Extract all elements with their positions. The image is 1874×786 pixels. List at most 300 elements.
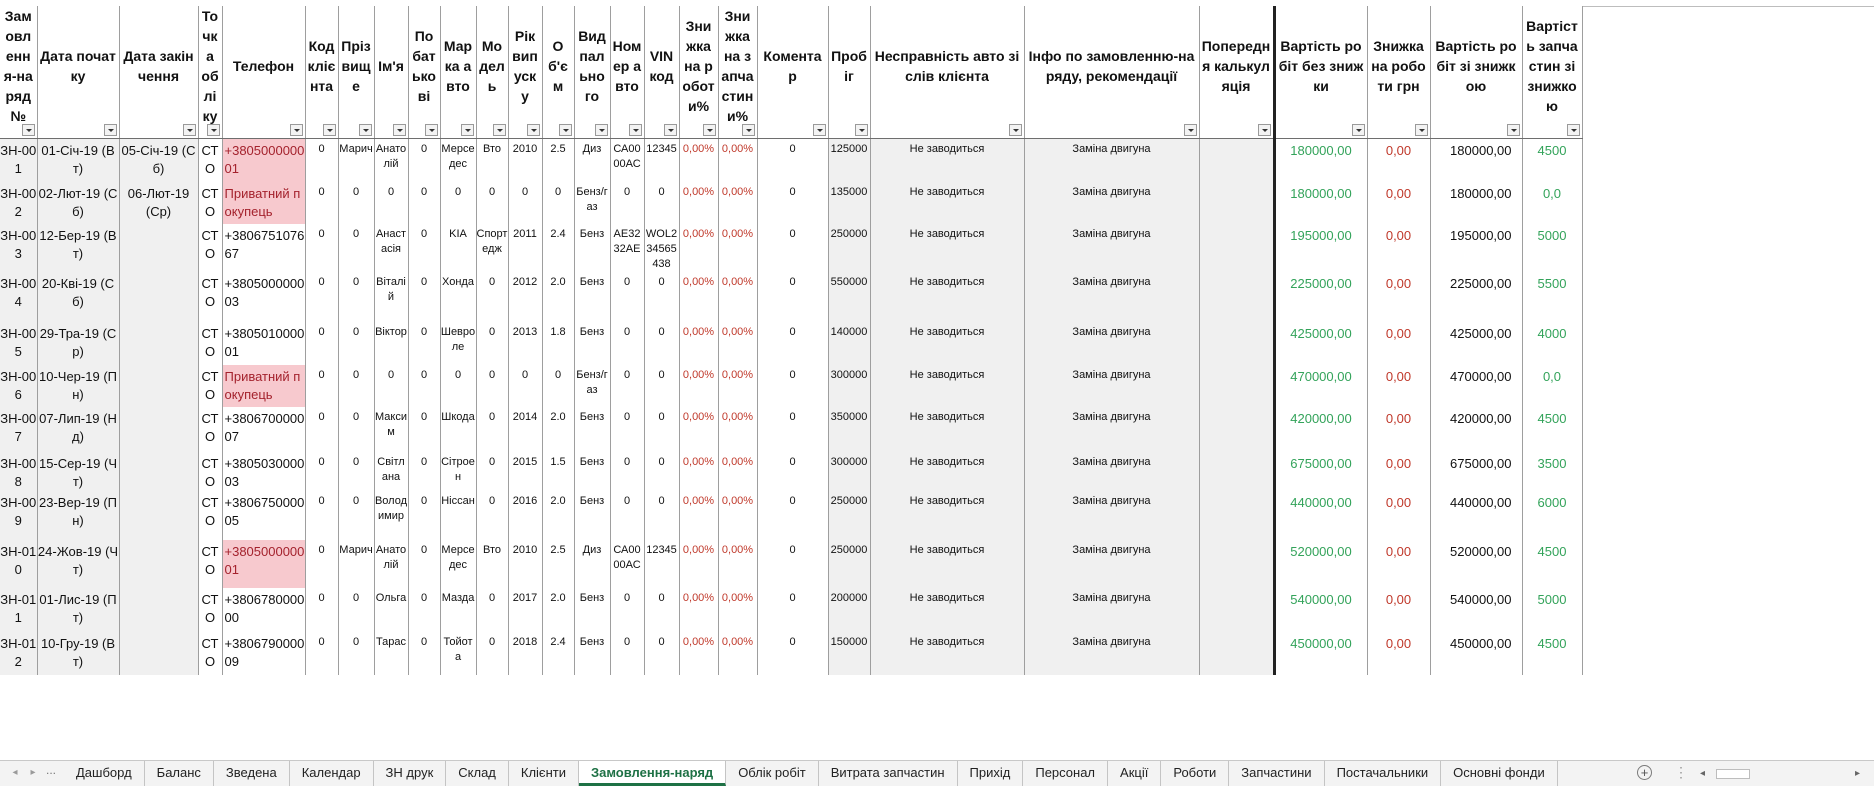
filter-dropdown-icon[interactable]: [207, 124, 220, 136]
cell-parts[interactable]: 5000: [1522, 224, 1582, 272]
cell-disc-uah[interactable]: 0,00: [1367, 588, 1430, 632]
cell-disc-parts[interactable]: 0,00%: [718, 407, 757, 452]
cell-year[interactable]: 2016: [508, 491, 542, 540]
cell-client-code[interactable]: 0: [305, 588, 338, 632]
filter-dropdown-icon[interactable]: [703, 124, 716, 136]
cell-works-disc[interactable]: 440000,00: [1430, 491, 1522, 540]
cell-surname[interactable]: 0: [338, 272, 374, 322]
cell-parts[interactable]: 3500: [1522, 452, 1582, 491]
column-header[interactable]: [1024, 6, 1199, 139]
sheet-tab[interactable]: Склад: [446, 761, 509, 786]
cell-plate[interactable]: АЕ3232АЕ: [610, 224, 644, 272]
filter-dropdown-icon[interactable]: [813, 124, 826, 136]
cell-start[interactable]: 10-Чер-19 (Пн): [37, 365, 119, 407]
cell-fault[interactable]: Не заводиться: [870, 452, 1024, 491]
cell-works-cost[interactable]: 195000,00: [1274, 224, 1367, 272]
cell-disc-uah[interactable]: 0,00: [1367, 452, 1430, 491]
cell-client-code[interactable]: 0: [305, 272, 338, 322]
cell-point[interactable]: СТО: [198, 588, 222, 632]
cell-fuel[interactable]: Бенз: [574, 322, 610, 365]
cell-end[interactable]: [119, 224, 198, 272]
cell-end[interactable]: [119, 452, 198, 491]
cell-model[interactable]: Вто: [476, 139, 508, 182]
cell-model[interactable]: Спортедж: [476, 224, 508, 272]
cell-vin[interactable]: WOL234565438: [644, 224, 679, 272]
filter-dropdown-icon[interactable]: [359, 124, 372, 136]
cell-end[interactable]: [119, 272, 198, 322]
cell-fault[interactable]: Не заводиться: [870, 491, 1024, 540]
cell-name[interactable]: Тарас: [374, 632, 408, 675]
cell-client-code[interactable]: 0: [305, 224, 338, 272]
column-header[interactable]: [476, 6, 508, 139]
cell-end[interactable]: [119, 322, 198, 365]
cell-client-code[interactable]: 0: [305, 139, 338, 182]
column-header[interactable]: [338, 6, 374, 139]
cell-works-cost[interactable]: 450000,00: [1274, 632, 1367, 675]
cell-info[interactable]: Заміна двигуна: [1024, 322, 1199, 365]
cell-patronymic[interactable]: 0: [408, 272, 440, 322]
column-header[interactable]: [305, 6, 338, 139]
cell-disc-work[interactable]: 0,00%: [679, 588, 718, 632]
cell-client-code[interactable]: 0: [305, 322, 338, 365]
cell-fault[interactable]: Не заводиться: [870, 182, 1024, 224]
cell-client-code[interactable]: 0: [305, 491, 338, 540]
filter-dropdown-icon[interactable]: [527, 124, 540, 136]
filter-dropdown-icon[interactable]: [1507, 124, 1520, 136]
filter-dropdown-icon[interactable]: [1567, 124, 1580, 136]
cell-plate[interactable]: 0: [610, 365, 644, 407]
cell-calc[interactable]: [1199, 588, 1274, 632]
cell-disc-uah[interactable]: 0,00: [1367, 491, 1430, 540]
cell-id[interactable]: ЗН-009: [0, 491, 37, 540]
cell-end[interactable]: [119, 632, 198, 675]
cell-make[interactable]: Тойота: [440, 632, 476, 675]
cell-works-cost[interactable]: 540000,00: [1274, 588, 1367, 632]
cell-calc[interactable]: [1199, 322, 1274, 365]
cell-comment[interactable]: 0: [757, 224, 828, 272]
cell-disc-parts[interactable]: 0,00%: [718, 452, 757, 491]
cell-plate[interactable]: 0: [610, 452, 644, 491]
column-header[interactable]: [644, 6, 679, 139]
cell-surname[interactable]: 0: [338, 365, 374, 407]
cell-phone[interactable]: +380500000001: [222, 139, 305, 182]
cell-parts[interactable]: 6000: [1522, 491, 1582, 540]
cell-comment[interactable]: 0: [757, 365, 828, 407]
sheet-tab[interactable]: Основні фонди: [1441, 761, 1558, 786]
cell-plate[interactable]: СА0000АС: [610, 139, 644, 182]
column-header[interactable]: [119, 6, 198, 139]
cell-disc-parts[interactable]: 0,00%: [718, 365, 757, 407]
sheet-tab[interactable]: Постачальники: [1325, 761, 1442, 786]
cell-disc-work[interactable]: 0,00%: [679, 365, 718, 407]
column-header[interactable]: [198, 6, 222, 139]
cell-year[interactable]: 2011: [508, 224, 542, 272]
cell-make[interactable]: Мерседес: [440, 540, 476, 588]
cell-mileage[interactable]: 150000: [828, 632, 870, 675]
sheet-tab[interactable]: Облік робіт: [726, 761, 819, 786]
cell-client-code[interactable]: 0: [305, 407, 338, 452]
cell-start[interactable]: 23-Вер-19 (Пн): [37, 491, 119, 540]
cell-fuel[interactable]: Бенз: [574, 632, 610, 675]
cell-patronymic[interactable]: 0: [408, 452, 440, 491]
cell-works-disc[interactable]: 195000,00: [1430, 224, 1522, 272]
cell-fault[interactable]: Не заводиться: [870, 365, 1024, 407]
cell-start[interactable]: 12-Бер-19 (Вт): [37, 224, 119, 272]
cell-parts[interactable]: 0,0: [1522, 182, 1582, 224]
cell-comment[interactable]: 0: [757, 139, 828, 182]
column-header[interactable]: [1522, 6, 1582, 139]
cell-plate[interactable]: 0: [610, 182, 644, 224]
cell-info[interactable]: Заміна двигуна: [1024, 224, 1199, 272]
cell-volume[interactable]: 2.0: [542, 588, 574, 632]
cell-id[interactable]: ЗН-004: [0, 272, 37, 322]
scroll-left-icon[interactable]: ◂: [1700, 768, 1706, 779]
cell-patronymic[interactable]: 0: [408, 540, 440, 588]
cell-surname[interactable]: 0: [338, 632, 374, 675]
column-header[interactable]: [37, 6, 119, 139]
cell-point[interactable]: СТО: [198, 224, 222, 272]
cell-patronymic[interactable]: 0: [408, 491, 440, 540]
cell-id[interactable]: ЗН-003: [0, 224, 37, 272]
cell-works-cost[interactable]: 420000,00: [1274, 407, 1367, 452]
cell-vin[interactable]: 0: [644, 322, 679, 365]
filter-dropdown-icon[interactable]: [1352, 124, 1365, 136]
cell-disc-work[interactable]: 0,00%: [679, 272, 718, 322]
cell-works-cost[interactable]: 180000,00: [1274, 139, 1367, 182]
cell-works-disc[interactable]: 470000,00: [1430, 365, 1522, 407]
cell-year[interactable]: 2010: [508, 139, 542, 182]
filter-dropdown-icon[interactable]: [290, 124, 303, 136]
cell-calc[interactable]: [1199, 272, 1274, 322]
cell-mileage[interactable]: 350000: [828, 407, 870, 452]
cell-vin[interactable]: 0: [644, 272, 679, 322]
cell-mileage[interactable]: 550000: [828, 272, 870, 322]
cell-model[interactable]: 0: [476, 452, 508, 491]
cell-disc-uah[interactable]: 0,00: [1367, 632, 1430, 675]
cell-vin[interactable]: 0: [644, 407, 679, 452]
cell-phone[interactable]: +380500000003: [222, 272, 305, 322]
cell-year[interactable]: 2012: [508, 272, 542, 322]
cell-id[interactable]: ЗН-008: [0, 452, 37, 491]
cell-works-disc[interactable]: 520000,00: [1430, 540, 1522, 588]
cell-model[interactable]: 0: [476, 588, 508, 632]
cell-phone[interactable]: +380503000003: [222, 452, 305, 491]
cell-vin[interactable]: 12345: [644, 540, 679, 588]
cell-year[interactable]: 2017: [508, 588, 542, 632]
cell-disc-uah[interactable]: 0,00: [1367, 139, 1430, 182]
cell-surname[interactable]: 0: [338, 452, 374, 491]
cell-name[interactable]: Анатолій: [374, 139, 408, 182]
scroll-thumb[interactable]: [1716, 769, 1750, 779]
cell-calc[interactable]: [1199, 365, 1274, 407]
cell-fuel[interactable]: Бенз: [574, 588, 610, 632]
cell-fuel[interactable]: Бенз: [574, 491, 610, 540]
cell-point[interactable]: СТО: [198, 182, 222, 224]
cell-start[interactable]: 10-Гру-19 (Вт): [37, 632, 119, 675]
cell-vin[interactable]: 0: [644, 365, 679, 407]
cell-point[interactable]: СТО: [198, 540, 222, 588]
cell-fuel[interactable]: Диз: [574, 540, 610, 588]
cell-year[interactable]: 2015: [508, 452, 542, 491]
cell-mileage[interactable]: 250000: [828, 540, 870, 588]
cell-volume[interactable]: 2.0: [542, 272, 574, 322]
cell-end[interactable]: [119, 365, 198, 407]
filter-dropdown-icon[interactable]: [855, 124, 868, 136]
column-header[interactable]: [574, 6, 610, 139]
cell-phone[interactable]: +380675107667: [222, 224, 305, 272]
cell-client-code[interactable]: 0: [305, 452, 338, 491]
cell-phone[interactable]: +380678000000: [222, 588, 305, 632]
filter-dropdown-icon[interactable]: [104, 124, 117, 136]
cell-patronymic[interactable]: 0: [408, 407, 440, 452]
column-header[interactable]: [374, 6, 408, 139]
cell-id[interactable]: ЗН-007: [0, 407, 37, 452]
cell-end[interactable]: [119, 540, 198, 588]
cell-point[interactable]: СТО: [198, 139, 222, 182]
cell-disc-uah[interactable]: 0,00: [1367, 224, 1430, 272]
cell-info[interactable]: Заміна двигуна: [1024, 452, 1199, 491]
cell-info[interactable]: Заміна двигуна: [1024, 588, 1199, 632]
cell-end[interactable]: [119, 491, 198, 540]
cell-works-cost[interactable]: 520000,00: [1274, 540, 1367, 588]
cell-patronymic[interactable]: 0: [408, 224, 440, 272]
cell-fuel[interactable]: Бенз: [574, 452, 610, 491]
cell-make[interactable]: Ніссан: [440, 491, 476, 540]
cell-volume[interactable]: 1.5: [542, 452, 574, 491]
cell-fault[interactable]: Не заводиться: [870, 224, 1024, 272]
cell-works-cost[interactable]: 470000,00: [1274, 365, 1367, 407]
filter-dropdown-icon[interactable]: [323, 124, 336, 136]
cell-plate[interactable]: 0: [610, 272, 644, 322]
cell-works-disc[interactable]: 425000,00: [1430, 322, 1522, 365]
cell-name[interactable]: Анастасія: [374, 224, 408, 272]
cell-start[interactable]: 01-Січ-19 (Вт): [37, 139, 119, 182]
cell-calc[interactable]: [1199, 540, 1274, 588]
cell-parts[interactable]: 4000: [1522, 322, 1582, 365]
cell-make[interactable]: 0: [440, 365, 476, 407]
cell-parts[interactable]: 4500: [1522, 407, 1582, 452]
cell-make[interactable]: Хонда: [440, 272, 476, 322]
cell-phone[interactable]: +380679000009: [222, 632, 305, 675]
cell-works-cost[interactable]: 425000,00: [1274, 322, 1367, 365]
cell-volume[interactable]: 2.5: [542, 540, 574, 588]
cell-start[interactable]: 20-Кві-19 (Сб): [37, 272, 119, 322]
cell-point[interactable]: СТО: [198, 632, 222, 675]
sheet-tab[interactable]: Календар: [290, 761, 374, 786]
cell-id[interactable]: ЗН-002: [0, 182, 37, 224]
filter-dropdown-icon[interactable]: [629, 124, 642, 136]
cell-fuel[interactable]: Бенз/газ: [574, 182, 610, 224]
cell-start[interactable]: 07-Лип-19 (Нд): [37, 407, 119, 452]
cell-end[interactable]: 06-Лют-19 (Ср): [119, 182, 198, 224]
cell-disc-uah[interactable]: 0,00: [1367, 365, 1430, 407]
cell-mileage[interactable]: 250000: [828, 491, 870, 540]
cell-make[interactable]: 0: [440, 182, 476, 224]
sheet-tab[interactable]: Роботи: [1161, 761, 1229, 786]
cell-comment[interactable]: 0: [757, 588, 828, 632]
column-header[interactable]: [718, 6, 757, 139]
cell-make[interactable]: Сітроен: [440, 452, 476, 491]
filter-dropdown-icon[interactable]: [664, 124, 677, 136]
cell-calc[interactable]: [1199, 139, 1274, 182]
cell-point[interactable]: СТО: [198, 272, 222, 322]
cell-year[interactable]: 2018: [508, 632, 542, 675]
cell-surname[interactable]: Марич: [338, 540, 374, 588]
cell-disc-parts[interactable]: 0,00%: [718, 224, 757, 272]
more-sheets-icon[interactable]: ...: [46, 763, 57, 777]
cell-model[interactable]: 0: [476, 182, 508, 224]
cell-plate[interactable]: СА0000АС: [610, 540, 644, 588]
cell-works-disc[interactable]: 450000,00: [1430, 632, 1522, 675]
cell-works-disc[interactable]: 225000,00: [1430, 272, 1522, 322]
cell-patronymic[interactable]: 0: [408, 139, 440, 182]
cell-comment[interactable]: 0: [757, 540, 828, 588]
filter-dropdown-icon[interactable]: [425, 124, 438, 136]
cell-model[interactable]: 0: [476, 365, 508, 407]
filter-dropdown-icon[interactable]: [742, 124, 755, 136]
cell-client-code[interactable]: 0: [305, 182, 338, 224]
sheet-tab[interactable]: Персонал: [1023, 761, 1108, 786]
cell-calc[interactable]: [1199, 491, 1274, 540]
cell-works-cost[interactable]: 440000,00: [1274, 491, 1367, 540]
cell-works-cost[interactable]: 675000,00: [1274, 452, 1367, 491]
filter-dropdown-icon[interactable]: [559, 124, 572, 136]
cell-disc-parts[interactable]: 0,00%: [718, 491, 757, 540]
cell-info[interactable]: Заміна двигуна: [1024, 272, 1199, 322]
cell-disc-parts[interactable]: 0,00%: [718, 139, 757, 182]
cell-name[interactable]: Ольга: [374, 588, 408, 632]
cell-disc-work[interactable]: 0,00%: [679, 224, 718, 272]
cell-info[interactable]: Заміна двигуна: [1024, 139, 1199, 182]
sheet-tab[interactable]: ЗН друк: [374, 761, 447, 786]
cell-surname[interactable]: 0: [338, 588, 374, 632]
column-header[interactable]: [679, 6, 718, 139]
sheet-tab[interactable]: Зведена: [214, 761, 290, 786]
cell-model[interactable]: 0: [476, 322, 508, 365]
cell-disc-parts[interactable]: 0,00%: [718, 540, 757, 588]
cell-parts[interactable]: 5000: [1522, 588, 1582, 632]
cell-make[interactable]: Шевроле: [440, 322, 476, 365]
cell-phone[interactable]: Приватний покупець: [222, 365, 305, 407]
cell-disc-uah[interactable]: 0,00: [1367, 322, 1430, 365]
sheet-tab[interactable]: Клієнти: [509, 761, 579, 786]
cell-mileage[interactable]: 200000: [828, 588, 870, 632]
cell-id[interactable]: ЗН-006: [0, 365, 37, 407]
cell-mileage[interactable]: 300000: [828, 452, 870, 491]
cell-model[interactable]: 0: [476, 632, 508, 675]
cell-year[interactable]: 2010: [508, 540, 542, 588]
cell-disc-uah[interactable]: 0,00: [1367, 272, 1430, 322]
cell-vin[interactable]: 0: [644, 588, 679, 632]
filter-dropdown-icon[interactable]: [493, 124, 506, 136]
cell-phone[interactable]: +380675000005: [222, 491, 305, 540]
cell-surname[interactable]: 0: [338, 407, 374, 452]
cell-id[interactable]: ЗН-012: [0, 632, 37, 675]
cell-volume[interactable]: 2.4: [542, 224, 574, 272]
cell-plate[interactable]: 0: [610, 491, 644, 540]
cell-calc[interactable]: [1199, 407, 1274, 452]
cell-disc-work[interactable]: 0,00%: [679, 322, 718, 365]
cell-disc-uah[interactable]: 0,00: [1367, 182, 1430, 224]
column-header[interactable]: [222, 6, 305, 139]
cell-client-code[interactable]: 0: [305, 632, 338, 675]
cell-mileage[interactable]: 250000: [828, 224, 870, 272]
cell-comment[interactable]: 0: [757, 407, 828, 452]
cell-parts[interactable]: 4500: [1522, 632, 1582, 675]
cell-volume[interactable]: 1.8: [542, 322, 574, 365]
column-header[interactable]: [757, 6, 828, 139]
cell-fault[interactable]: Не заводиться: [870, 139, 1024, 182]
cell-fault[interactable]: Не заводиться: [870, 540, 1024, 588]
cell-model[interactable]: Вто: [476, 540, 508, 588]
column-header[interactable]: [1274, 6, 1367, 139]
cell-volume[interactable]: 2.4: [542, 632, 574, 675]
cell-comment[interactable]: 0: [757, 322, 828, 365]
cell-parts[interactable]: 0,0: [1522, 365, 1582, 407]
sheet-tab[interactable]: Баланс: [145, 761, 214, 786]
cell-comment[interactable]: 0: [757, 272, 828, 322]
cell-works-cost[interactable]: 225000,00: [1274, 272, 1367, 322]
cell-info[interactable]: Заміна двигуна: [1024, 540, 1199, 588]
cell-name[interactable]: Володимир: [374, 491, 408, 540]
column-header[interactable]: [1367, 6, 1430, 139]
filter-dropdown-icon[interactable]: [1415, 124, 1428, 136]
cell-patronymic[interactable]: 0: [408, 588, 440, 632]
cell-year[interactable]: 2013: [508, 322, 542, 365]
cell-start[interactable]: 01-Лис-19 (Пт): [37, 588, 119, 632]
cell-works-disc[interactable]: 420000,00: [1430, 407, 1522, 452]
filter-dropdown-icon[interactable]: [1258, 124, 1271, 136]
cell-disc-work[interactable]: 0,00%: [679, 491, 718, 540]
cell-start[interactable]: 24-Жов-19 (Чт): [37, 540, 119, 588]
cell-mileage[interactable]: 135000: [828, 182, 870, 224]
cell-start[interactable]: 29-Тра-19 (Ср): [37, 322, 119, 365]
cell-calc[interactable]: [1199, 452, 1274, 491]
cell-info[interactable]: Заміна двигуна: [1024, 407, 1199, 452]
cell-end[interactable]: 05-Січ-19 (Сб): [119, 139, 198, 182]
cell-disc-work[interactable]: 0,00%: [679, 407, 718, 452]
cell-calc[interactable]: [1199, 632, 1274, 675]
prev-sheet-icon[interactable]: ◂: [12, 767, 18, 778]
cell-id[interactable]: ЗН-001: [0, 139, 37, 182]
cell-point[interactable]: СТО: [198, 322, 222, 365]
cell-works-cost[interactable]: 180000,00: [1274, 182, 1367, 224]
cell-volume[interactable]: 2.0: [542, 491, 574, 540]
cell-mileage[interactable]: 125000: [828, 139, 870, 182]
cell-name[interactable]: Максим: [374, 407, 408, 452]
cell-client-code[interactable]: 0: [305, 540, 338, 588]
cell-make[interactable]: KIA: [440, 224, 476, 272]
cell-end[interactable]: [119, 588, 198, 632]
cell-fuel[interactable]: Бенз: [574, 272, 610, 322]
cell-info[interactable]: Заміна двигуна: [1024, 491, 1199, 540]
cell-make[interactable]: Шкода: [440, 407, 476, 452]
cell-plate[interactable]: 0: [610, 588, 644, 632]
column-header[interactable]: [440, 6, 476, 139]
cell-volume[interactable]: 0: [542, 182, 574, 224]
cell-disc-work[interactable]: 0,00%: [679, 182, 718, 224]
cell-name[interactable]: Анатолій: [374, 540, 408, 588]
cell-info[interactable]: Заміна двигуна: [1024, 632, 1199, 675]
cell-disc-parts[interactable]: 0,00%: [718, 632, 757, 675]
cell-calc[interactable]: [1199, 224, 1274, 272]
column-header[interactable]: [1430, 6, 1522, 139]
sheet-tab[interactable]: Витрата запчастин: [819, 761, 958, 786]
sheet-tab[interactable]: Запчастини: [1229, 761, 1324, 786]
column-header[interactable]: [408, 6, 440, 139]
next-sheet-icon[interactable]: ▸: [30, 767, 36, 778]
cell-surname[interactable]: 0: [338, 182, 374, 224]
